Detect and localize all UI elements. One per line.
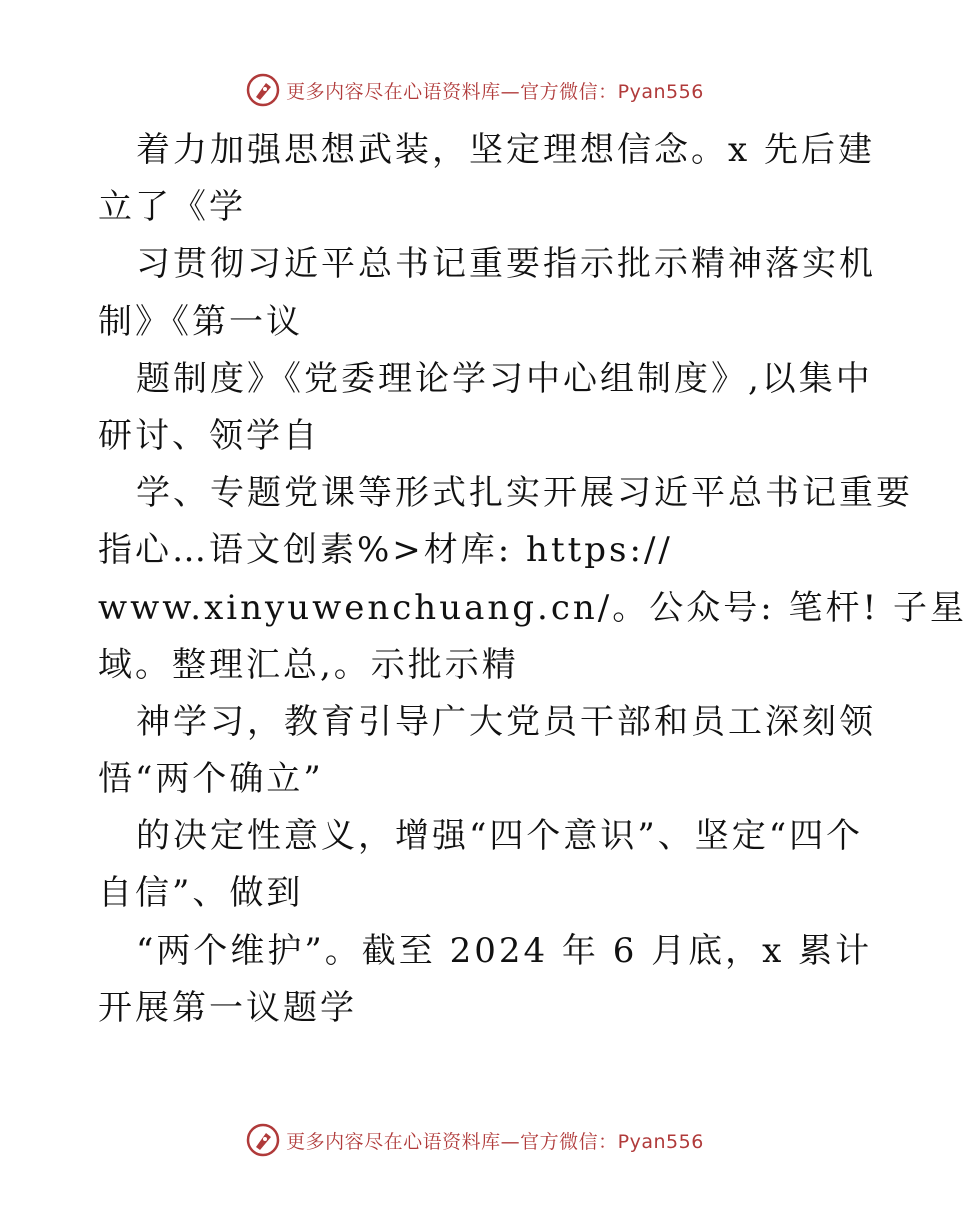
text-line: 神学习，教育引导广大党员干部和员工深刻领 bbox=[136, 701, 876, 742]
text-line: 研讨、领学自 bbox=[98, 415, 320, 456]
text-line: 的决定性意义，增强“四个意识”、坚定“四个 bbox=[136, 816, 864, 857]
text-line: 习贯彻习近平总书记重要指示批示精神落实机 bbox=[136, 244, 876, 285]
text-line: “两个维护”。截至 2024 年 6 月底，x 累计 bbox=[136, 930, 873, 971]
pen-nib-icon bbox=[246, 1123, 280, 1157]
text-line: www.xinyuwenchuang.cn/。公众号: 笔杆! 子星 bbox=[98, 587, 967, 628]
pen-nib-icon bbox=[246, 73, 280, 107]
text-line: 悟“两个确立” bbox=[98, 759, 324, 800]
header-banner bbox=[0, 70, 950, 110]
text-line: 指心…语文创素%>材库: https:// bbox=[98, 530, 673, 571]
text-line: 学、专题党课等形式扎实开展习近平总书记重要 bbox=[136, 473, 913, 514]
footer-watermark-text: 更多内容尽在心语资料库—官方微信：Pyan556 bbox=[286, 1130, 704, 1153]
text-line: 着力加强思想武装，坚定理想信念。x 先后建 bbox=[136, 130, 875, 170]
text-line: 立了《学 bbox=[98, 187, 246, 228]
text-line: 制》《第一议 bbox=[98, 301, 303, 342]
document-body bbox=[98, 122, 967, 1037]
text-line: 开展第一议题学 bbox=[98, 987, 357, 1028]
text-line: 题制度》《党委理论学习中心组制度》,以集中 bbox=[136, 358, 873, 399]
header-watermark-text: 更多内容尽在心语资料库—官方微信：Pyan556 bbox=[286, 80, 704, 103]
text-line: 域。整理汇总,。示批示精 bbox=[98, 644, 519, 685]
footer-banner bbox=[0, 1120, 950, 1160]
text-line: 自信”、做到 bbox=[98, 873, 304, 914]
